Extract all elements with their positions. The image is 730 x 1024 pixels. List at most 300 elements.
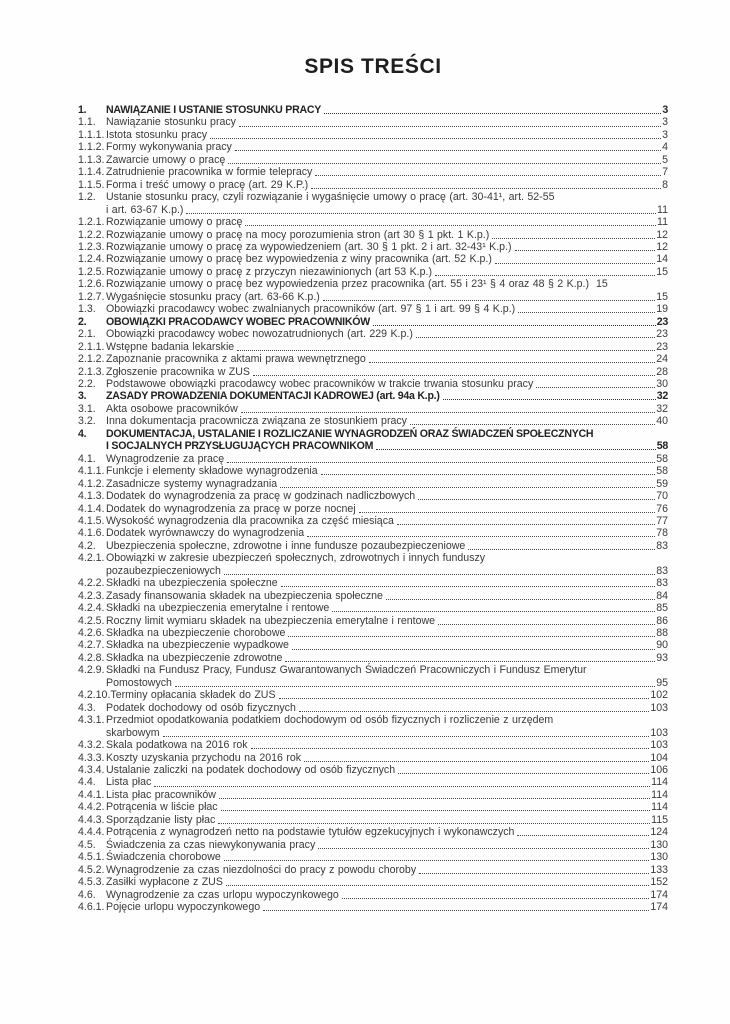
toc-entry-title: Składka na ubezpieczenie wypadkowe [106, 639, 289, 652]
toc-entry-line [106, 341, 668, 353]
toc-entry-number: 1.1.3. [78, 153, 105, 166]
toc-entry [78, 515, 668, 527]
toc-entry-title: Rozwiązanie umowy o pracę bez wypowiedzenia z winy pracownika (art. 52 K.p.) [106, 253, 492, 266]
toc-entry [78, 465, 668, 477]
dot-leader [410, 424, 655, 425]
toc-entry [78, 278, 668, 290]
toc-entry-body [106, 527, 668, 539]
toc-entry-line [106, 253, 668, 265]
dot-leader [373, 325, 656, 326]
toc-entry [78, 291, 668, 303]
toc-entry-page: 103 [650, 726, 668, 739]
toc-entry-title: Rozwiązanie umowy o pracę z przyczyn niezawinionych (art 53 K.p.) [106, 265, 432, 278]
toc-entry-line [106, 739, 668, 751]
toc-entry [78, 789, 668, 801]
toc-entry-body [106, 316, 668, 328]
toc-entry-body [106, 415, 668, 427]
toc-entry-title: skarbowym [106, 726, 160, 739]
toc-entry [78, 428, 668, 453]
toc-entry-title: Świadczenia chorobowe [106, 851, 221, 864]
toc-entry-title: Nawiązanie stosunku pracy [106, 116, 236, 129]
toc-entry-line [106, 826, 668, 838]
toc-entry-line [106, 428, 668, 440]
toc-entry-line [106, 801, 668, 813]
toc-entry-number: 4.1.2. [78, 477, 105, 490]
toc-entry [78, 378, 668, 390]
toc-entry-line [106, 702, 668, 714]
toc-entry-page: 58 [656, 440, 668, 453]
toc-entry-body [106, 465, 668, 477]
toc-entry-body [106, 129, 668, 141]
toc-entry [78, 403, 668, 415]
toc-entry-title: Obowiązki pracodawcy wobec nowozatrudnionych (art. 229 K.p.) [106, 328, 413, 341]
toc-entry-page: 58 [656, 452, 668, 465]
toc-entry-number: 3.1. [78, 402, 96, 415]
toc-entry-page: 7 [662, 166, 668, 179]
toc-entry [78, 627, 668, 639]
toc-entry-title: OBOWIĄZKI PRACODAWCY WOBEC PRACOWNIKÓW [106, 315, 370, 328]
toc-entry-page: 114 [651, 801, 668, 814]
toc-entry [78, 116, 668, 128]
page-title: SPIS TREŚCI [304, 55, 442, 78]
toc-entry-body [106, 179, 668, 191]
toc-entry-page: 32 [656, 390, 668, 403]
dot-leader [227, 462, 655, 463]
dot-leader [224, 574, 655, 575]
toc-entry-page: 15 [596, 278, 608, 291]
toc-entry [78, 776, 668, 788]
toc-entry-number: 4.1.1. [78, 465, 105, 478]
toc-entry-number: 1.2.5. [78, 265, 105, 278]
toc-entry [78, 851, 668, 863]
toc-entry [78, 714, 668, 739]
dot-leader [292, 649, 655, 650]
toc-entry-line [106, 752, 668, 764]
toc-entry-page: 12 [656, 240, 668, 253]
toc-entry-line [106, 266, 668, 278]
dot-leader [518, 312, 655, 313]
toc-entry [78, 328, 668, 340]
toc-entry-line [106, 129, 668, 141]
toc-entry-number: 4.2.9. [78, 664, 105, 677]
toc-entry-line [106, 552, 668, 564]
toc-entry-title: Dodatek do wynagrodzenia za pracę w godzinach nadliczbowych [106, 490, 416, 503]
toc-entry-line [106, 141, 668, 153]
toc-entry-number: 2.2. [78, 377, 96, 390]
dot-leader [438, 624, 655, 625]
toc-entry [78, 490, 668, 502]
toc-entry-body [106, 266, 668, 278]
dot-leader [253, 375, 655, 376]
toc-entry-title: Formy wykonywania pracy [106, 141, 232, 154]
toc-entry-number: 4.2.6. [78, 627, 105, 640]
toc-entry-body [106, 503, 668, 515]
toc-entry-page: 8 [662, 178, 668, 191]
toc-entry-body [106, 814, 668, 826]
toc-entry-page: 130 [650, 851, 668, 864]
toc-entry-line [106, 453, 668, 465]
toc-entry-page: 83 [656, 564, 668, 577]
dot-leader [418, 499, 655, 500]
toc-entry-number: 1.1. [78, 116, 96, 129]
toc-entry [78, 129, 668, 141]
dot-leader [435, 275, 655, 276]
toc-entry-number: 1.2.7. [78, 290, 105, 303]
toc-entry-title: Potrącenia z wynagrodzeń netto na podstawie tytułów egzekucyjnych i wykonawczych [106, 826, 515, 839]
toc-entry-title: NAWIĄZANIE I USTANIE STOSUNKU PRACY [106, 104, 322, 116]
toc-entry-body [106, 627, 668, 639]
toc-entry-page: 124 [650, 826, 668, 839]
toc-entry-title: Składki na ubezpieczenia emerytalne i rentowe [106, 602, 330, 615]
toc-entry-body [106, 390, 668, 402]
toc-entry-number: 4.1.5. [78, 514, 105, 527]
toc-entry [78, 216, 668, 228]
toc-entry [78, 689, 668, 701]
toc-entry-title: Składki na ubezpieczenia społeczne [106, 577, 278, 590]
toc-entry [78, 702, 668, 714]
toc-entry-number: 4.2.10. [78, 689, 111, 702]
toc-entry-body [106, 166, 668, 178]
toc-entry-body [106, 764, 668, 776]
toc-entry-number: 4.2.3. [78, 589, 105, 602]
toc-entry-line [106, 166, 668, 178]
toc-entry-line [106, 179, 668, 191]
toc-entry-title: Pomostowych [106, 676, 172, 689]
toc-entry-title: Forma i treść umowy o pracę (art. 29 K.P.) [106, 178, 309, 191]
dot-leader [397, 524, 655, 525]
toc-entry [78, 104, 668, 116]
dot-leader [221, 810, 651, 811]
toc-entry-body [106, 652, 668, 664]
toc-entry-number: 4.2.8. [78, 651, 105, 664]
toc-entry-line [106, 415, 668, 427]
toc-entry-body [106, 154, 668, 166]
toc-entry-number: 4.1.3. [78, 490, 105, 503]
toc-entry-title: Ustalanie zaliczki na podatek dochodowy od osób fizycznych [106, 764, 396, 777]
toc-entry [78, 527, 668, 539]
toc-entry-body [106, 229, 668, 241]
toc-entry-body [106, 776, 668, 788]
toc-entry-body [106, 639, 668, 651]
toc-entry-page: 104 [650, 751, 668, 764]
toc-entry [78, 503, 668, 515]
table-of-contents [78, 104, 668, 913]
toc-entry-page: 70 [656, 490, 668, 503]
toc-entry-line [106, 540, 668, 552]
toc-entry-number: 1.2.4. [78, 253, 105, 266]
toc-entry-line [106, 440, 668, 452]
toc-entry-title: Terminy opłacania składek do ZUS [110, 689, 276, 702]
toc-entry-page: 5 [662, 153, 668, 166]
toc-entry-number: 4.4.2. [78, 801, 105, 814]
toc-entry [78, 415, 668, 427]
toc-entry-body [106, 801, 668, 813]
toc-entry-title: Zapoznanie pracownika z aktami prawa wewnętrznego [106, 353, 366, 366]
dot-leader [263, 910, 649, 911]
toc-entry [78, 453, 668, 465]
toc-entry-title: Wynagrodzenie za pracę [106, 452, 225, 465]
toc-entry-number: 4.5.1. [78, 851, 105, 864]
toc-entry-body [106, 141, 668, 153]
toc-entry-line [106, 727, 668, 739]
toc-entry-page: 59 [656, 477, 668, 490]
toc-entry [78, 664, 668, 689]
toc-entry-page: 23 [656, 340, 668, 353]
toc-entry-body [106, 789, 668, 801]
toc-entry-page: 3 [662, 116, 668, 129]
dot-leader [285, 661, 655, 662]
toc-entry-line [106, 851, 668, 863]
toc-entry-title: Ustanie stosunku pracy, czyli rozwiązanie i wygaśnięcie umowy o pracę (art. 30-41¹, art. 52-55 [106, 191, 555, 204]
toc-entry-page: 152 [650, 876, 668, 889]
toc-entry-body [106, 478, 668, 490]
toc-entry-title: Obowiązki w zakresie ubezpieczeń społecznych, zdrowotnych i innych funduszy [106, 552, 486, 565]
toc-entry [78, 839, 668, 851]
toc-entry-line [106, 714, 668, 726]
dot-leader [311, 188, 661, 189]
toc-entry [78, 166, 668, 178]
toc-entry-title: Pojęcie urlopu wypoczynkowego [106, 901, 261, 913]
toc-entry-page: 3 [662, 128, 668, 141]
toc-entry-line [106, 814, 668, 826]
toc-entry-title: DOKUMENTACJA, USTALANIE I ROZLICZANIE WYNAGRODZEŃ ORAZ ŚWIADCZEŃ SPOŁECZNYCH [106, 427, 594, 440]
toc-entry-title: Dodatek wyrównawczy do wynagrodzenia [106, 527, 305, 540]
toc-entry-line [106, 602, 668, 614]
toc-entry-title: Zasiłki wypłacone z ZUS [106, 876, 223, 889]
toc-entry-title: Podatek dochodowy od osób fizycznych [106, 701, 296, 714]
dot-leader [226, 885, 649, 886]
toc-entry-body [106, 291, 668, 303]
toc-entry-body [106, 241, 668, 253]
dot-leader [332, 611, 655, 612]
toc-entry-line [106, 191, 668, 203]
toc-entry-line [106, 216, 668, 228]
toc-entry-page: 114 [651, 788, 668, 801]
toc-entry-title: Świadczenia za czas niewykonywania pracy [106, 838, 316, 851]
toc-entry [78, 764, 668, 776]
toc-entry-page: 95 [656, 676, 668, 689]
toc-entry-body [106, 552, 668, 577]
toc-entry-page: 3 [662, 104, 668, 116]
dot-leader [235, 150, 661, 151]
toc-entry-page: 24 [656, 353, 668, 366]
toc-entry-line [106, 677, 668, 689]
toc-entry-line [106, 565, 668, 577]
toc-entry [78, 826, 668, 838]
toc-entry-page: 103 [650, 701, 668, 714]
dot-leader [210, 138, 661, 139]
toc-entry-title: Obowiązki pracodawcy wobec zwalnianych pracowników (art. 97 § 1 i art. 99 § 4 K.p.) [106, 303, 516, 316]
toc-entry-title: Składka na ubezpieczenie zdrowotne [106, 651, 283, 664]
dot-leader [245, 225, 656, 226]
toc-entry-number: 4.3.3. [78, 751, 105, 764]
dot-leader [369, 362, 655, 363]
toc-entry-line [106, 478, 668, 490]
toc-entry-line [106, 328, 668, 340]
toc-entry-title: Lista płac pracowników [106, 788, 216, 801]
dot-leader [218, 823, 650, 824]
toc-entry-number: 4.2.4. [78, 602, 105, 615]
dot-leader [304, 761, 649, 762]
toc-entry-number: 1. [78, 104, 87, 116]
toc-entry-line [106, 503, 668, 515]
toc-entry-body [106, 453, 668, 465]
dot-leader [492, 238, 655, 239]
toc-entry-line [106, 316, 668, 328]
toc-entry [78, 253, 668, 265]
toc-entry-number: 4.3.4. [78, 764, 105, 777]
toc-entry-title: Podstawowe obowiązki pracodawcy wobec pracowników w trakcie trwania stosunku pracy [106, 377, 534, 390]
dot-leader [163, 736, 650, 737]
toc-entry-page: 133 [650, 863, 668, 876]
toc-entry-title: Zatrudnienie pracownika w formie telepracy [106, 166, 313, 179]
toc-entry-line [106, 490, 668, 502]
dot-leader [517, 835, 649, 836]
toc-entry [78, 577, 668, 589]
toc-entry-number: 4.1. [78, 452, 96, 465]
toc-entry-line [106, 403, 668, 415]
toc-entry [78, 801, 668, 813]
toc-entry-number: 4.2.1. [78, 552, 105, 565]
toc-entry-line [106, 278, 668, 290]
toc-entry-title: Wstępne badania lekarskie [106, 340, 235, 353]
toc-entry-body [106, 590, 668, 602]
dot-leader [323, 300, 655, 301]
toc-entry-title: pozaubezpieczeniowych [106, 564, 221, 577]
toc-entry-body [110, 689, 668, 701]
toc-entry-page: 11 [657, 203, 668, 216]
toc-entry-title: Zgłoszenie pracownika w ZUS [106, 365, 250, 378]
toc-entry-body [106, 602, 668, 614]
toc-entry [78, 229, 668, 241]
toc-entry-body [106, 116, 668, 128]
toc-entry-body [106, 714, 668, 739]
toc-entry-page: 11 [657, 216, 668, 229]
toc-entry-page: 106 [650, 764, 668, 777]
toc-entry [78, 615, 668, 627]
toc-entry [78, 154, 668, 166]
toc-entry [78, 739, 668, 751]
toc-entry-line [106, 652, 668, 664]
toc-entry-body [106, 278, 668, 290]
toc-entry-line [106, 764, 668, 776]
toc-entry-line [106, 353, 668, 365]
toc-entry-line [106, 229, 668, 241]
toc-entry-body [106, 577, 668, 589]
dot-leader [307, 536, 655, 537]
toc-entry-page: 32 [656, 402, 668, 415]
toc-entry-line [106, 664, 668, 676]
toc-entry-title: Rozwiązanie umowy o pracę bez wypowiedzenia przez pracownika (art. 55 i 23¹ § 4 oraz 48 § 2 K.p.) [106, 278, 590, 291]
toc-entry [78, 141, 668, 153]
toc-entry-page: 103 [650, 739, 668, 752]
toc-entry [78, 602, 668, 614]
toc-entry-page: 12 [656, 228, 668, 241]
toc-entry-line [106, 515, 668, 527]
toc-entry [78, 552, 668, 577]
toc-entry-number: 3. [78, 390, 87, 403]
toc-entry-line [106, 627, 668, 639]
toc-entry-title: Wygaśnięcie stosunku pracy (art. 63-66 K.p.) [106, 290, 320, 303]
toc-entry [78, 752, 668, 764]
toc-entry-title: Składka na ubezpieczenie chorobowe [106, 627, 286, 640]
toc-entry-line [106, 291, 668, 303]
toc-entry-number: 4.4. [78, 776, 96, 789]
toc-entry-page: 115 [651, 813, 668, 826]
toc-entry-line [106, 527, 668, 539]
toc-entry-title: Rozwiązanie umowy o pracę [106, 216, 243, 229]
toc-entry-number: 2.1.1. [78, 340, 105, 353]
toc-entry-page: 174 [650, 901, 668, 913]
toc-entry-title: Wynagrodzenie za czas urlopu wypoczynkowego [106, 888, 339, 901]
toc-entry-page: 23 [656, 315, 668, 328]
toc-entry-title: Akta osobowe pracowników [106, 402, 238, 415]
toc-entry-body [106, 752, 668, 764]
toc-entry-number: 4.4.4. [78, 826, 105, 839]
toc-entry-body [106, 889, 668, 901]
toc-entry-body [106, 428, 668, 453]
dot-leader [443, 399, 656, 400]
toc-entry-line [106, 154, 668, 166]
dot-leader [224, 860, 650, 861]
toc-entry-number: 4.2.5. [78, 614, 105, 627]
toc-entry-page: 23 [656, 328, 668, 341]
toc-entry-body [106, 826, 668, 838]
toc-entry-number: 4.2. [78, 539, 96, 552]
dot-leader [342, 898, 650, 899]
toc-entry [78, 266, 668, 278]
toc-entry-number: 1.2.1. [78, 216, 105, 229]
toc-entry-line [106, 839, 668, 851]
toc-entry-title: Rozwiązanie umowy o pracę za wypowiedzeniem (art. 30 § 1 pkt. 2 i art. 32-43¹ K.p.) [106, 240, 512, 253]
dot-leader [495, 263, 655, 264]
toc-entry [78, 241, 668, 253]
toc-entry-page: 90 [656, 639, 668, 652]
toc-entry-line [106, 639, 668, 651]
toc-entry-page: 93 [656, 651, 668, 664]
toc-entry-body [106, 864, 668, 876]
toc-entry-page: 130 [650, 838, 668, 851]
toc-entry-line [106, 303, 668, 315]
toc-entry-title: Składki na Fundusz Pracy, Fundusz Gwarantowanych Świadczeń Pracowniczych i Fundusz Emerytur [106, 664, 587, 677]
toc-entry [78, 179, 668, 191]
dot-leader [318, 848, 649, 849]
dot-leader [419, 873, 649, 874]
dot-leader [386, 599, 655, 600]
toc-entry-title: Zawarcie umowy o pracę [106, 153, 226, 166]
dot-leader [237, 350, 655, 351]
toc-entry-number: 4.4.1. [78, 788, 105, 801]
toc-entry-line [106, 889, 668, 901]
toc-entry-title: Zasadnicze systemy wynagradzania [106, 477, 278, 490]
toc-entry-line [106, 789, 668, 801]
toc-entry-page: 58 [656, 465, 668, 478]
toc-entry-line [106, 864, 668, 876]
toc-entry-page: 85 [656, 602, 668, 615]
toc-entry [78, 590, 668, 602]
dot-leader [280, 487, 655, 488]
dot-leader [241, 412, 655, 413]
toc-entry-page: 28 [656, 365, 668, 378]
toc-entry-title: Funkcje i elementy składowe wynagrodzenia [106, 465, 318, 478]
toc-entry-number: 1.1.2. [78, 141, 105, 154]
toc-entry-body [106, 839, 668, 851]
toc-entry-title: Sporządzanie listy płac [106, 813, 216, 826]
toc-entry-number: 4.3. [78, 701, 96, 714]
toc-entry-body [106, 615, 668, 627]
toc-entry-title: Wynagrodzenie za czas niezdolności do pracy z powodu choroby [106, 863, 417, 876]
toc-entry-body [106, 901, 668, 913]
